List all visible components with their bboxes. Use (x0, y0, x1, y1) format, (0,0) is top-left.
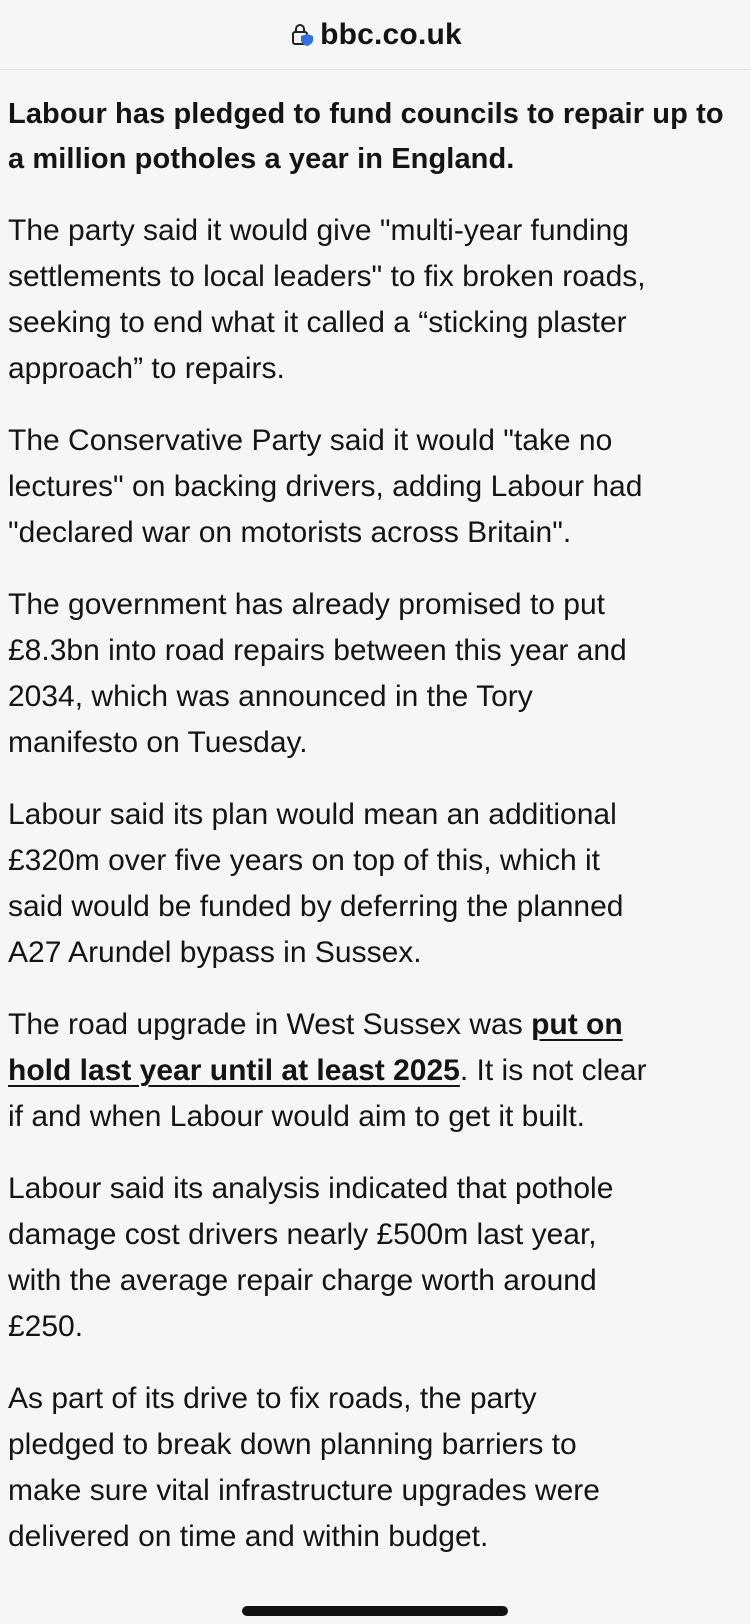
paragraph-line: delivered on time and within budget. (8, 1520, 489, 1553)
article-link-hold-continued[interactable]: hold last year until at least 2025 (8, 1054, 460, 1087)
article-body (0, 70, 750, 1560)
lead-line: up to a million potholes a year in England. (8, 98, 724, 175)
paragraph-funding-settlements (8, 208, 742, 392)
paragraph-line (8, 1048, 742, 1094)
paragraph-labour-plan (8, 792, 742, 976)
paragraph-line: make sure vital infrastructure upgrades were (8, 1474, 600, 1507)
paragraph-line: £250. (8, 1310, 84, 1343)
lead-line: Labour has pledged to fund councils to repair (8, 98, 645, 130)
paragraph-line: "declared war on motorists across Britain". (8, 516, 572, 549)
paragraph-planning-barriers (8, 1376, 742, 1560)
paragraph-line: The Conservative Party said it would "take no (8, 424, 613, 457)
paragraph-line: Labour said its analysis indicated that pothole (8, 1172, 614, 1205)
paragraph-line: Labour said its plan would mean an additional (8, 798, 617, 831)
paragraph-line: As part of its drive to fix roads, the party (8, 1382, 537, 1415)
address-bar[interactable] (0, 0, 750, 70)
paragraph-line: if and when Labour would aim to get it built. (8, 1100, 586, 1133)
paragraph-line: with the average repair charge worth around (8, 1264, 597, 1297)
page-domain[interactable]: bbc.co.uk (320, 17, 462, 51)
paragraph-pothole-damage (8, 1166, 742, 1350)
paragraph-line: settlements to local leaders" to fix broken roads, (8, 260, 646, 293)
paragraph-line: The party said it would give "multi-year funding (8, 214, 629, 247)
paragraph-line: lectures" on backing drivers, adding Labour had (8, 470, 643, 503)
paragraph-line (8, 1002, 742, 1048)
paragraph-line: approach” to repairs. (8, 352, 285, 385)
paragraph-government-promise (8, 582, 742, 766)
paragraph-line: 2034, which was announced in the Tory (8, 680, 533, 713)
paragraph-line: £8.3bn into road repairs between this year and (8, 634, 627, 667)
paragraph-line: manifesto on Tuesday. (8, 726, 308, 759)
article-lead (8, 92, 742, 182)
paragraph-line: The government has already promised to put (8, 588, 605, 621)
paragraph-conservative-response (8, 418, 742, 556)
paragraph-road-upgrade (8, 1002, 742, 1140)
paragraph-text: . It is not clear (459, 1054, 647, 1087)
paragraph-line: £320m over five years on top of this, which it (8, 844, 600, 877)
article-link-hold[interactable]: put on (531, 1008, 623, 1041)
paragraph-line: seeking to end what it called a “sticking plaster (8, 306, 627, 339)
paragraph-line: said would be funded by deferring the planned (8, 890, 624, 923)
paragraph-text: The road upgrade in West Sussex was (8, 1008, 532, 1041)
lock-shield-icon (288, 21, 316, 49)
home-indicator[interactable] (242, 1606, 508, 1616)
paragraph-line: pledged to break down planning barriers to (8, 1428, 577, 1461)
paragraph-line: A27 Arundel bypass in Sussex. (8, 936, 422, 969)
paragraph-line: damage cost drivers nearly £500m last year, (8, 1218, 597, 1251)
